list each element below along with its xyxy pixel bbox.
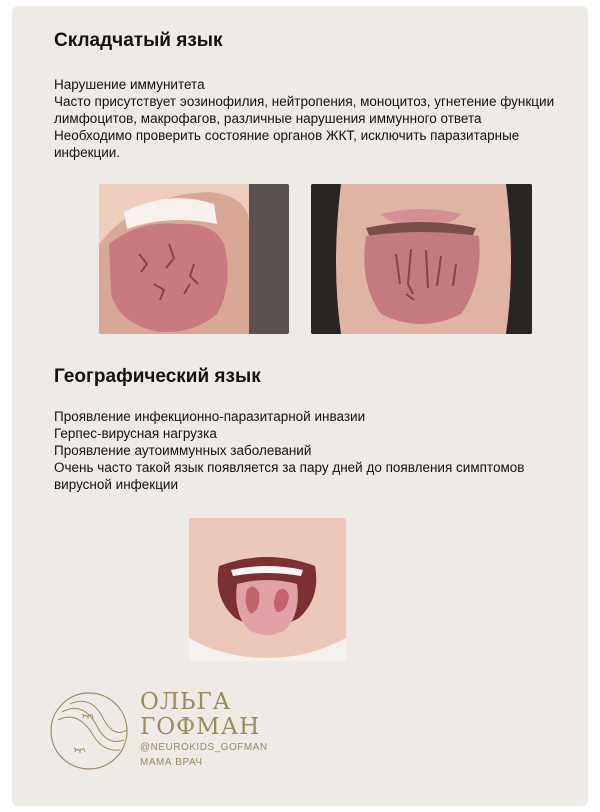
folded-tongue-photo-adult (311, 184, 532, 334)
text-line: Нарушение иммунитета (54, 77, 205, 92)
text-line: Проявление аутоиммунных заболеваний (54, 443, 312, 458)
folded-tongue-photo-child (99, 184, 289, 334)
geographic-tongue-photo (189, 518, 346, 661)
brand-name (140, 690, 260, 740)
brand-name-line2: ГОФМАН (140, 714, 261, 740)
text-line: Необходимо проверить состояние органов ЖКТ, исключить паразитарные инфекции. (54, 128, 520, 160)
brand-logo-icon (48, 690, 130, 772)
text-line: Часто присутствует эозинофилия, нейтропения, моноцитоз, угнетение функции лимфоцитов, макрофагов, различные нарушения иммунного ответа (54, 94, 555, 126)
geographic-tongue-description (54, 408, 566, 493)
brand-tagline: МАМА ВРАЧ (140, 757, 203, 768)
brand-handle: @NEUROKIDS_GOFMAN (140, 742, 268, 753)
text-line: Герпес-вирусная нагрузка (54, 426, 217, 441)
text-line: Очень часто такой язык появляется за пару дней до появления симптомов вирусной инфекции (54, 460, 525, 492)
brand-name-line1: ОЛЬГА (140, 689, 232, 715)
text-line: Проявление инфекционно-паразитарной инвазии (54, 409, 366, 424)
section-title-folded-tongue: Складчатый язык (54, 30, 223, 51)
folded-tongue-description (54, 76, 566, 161)
section-title-geographic-tongue: Географический язык (54, 366, 261, 387)
